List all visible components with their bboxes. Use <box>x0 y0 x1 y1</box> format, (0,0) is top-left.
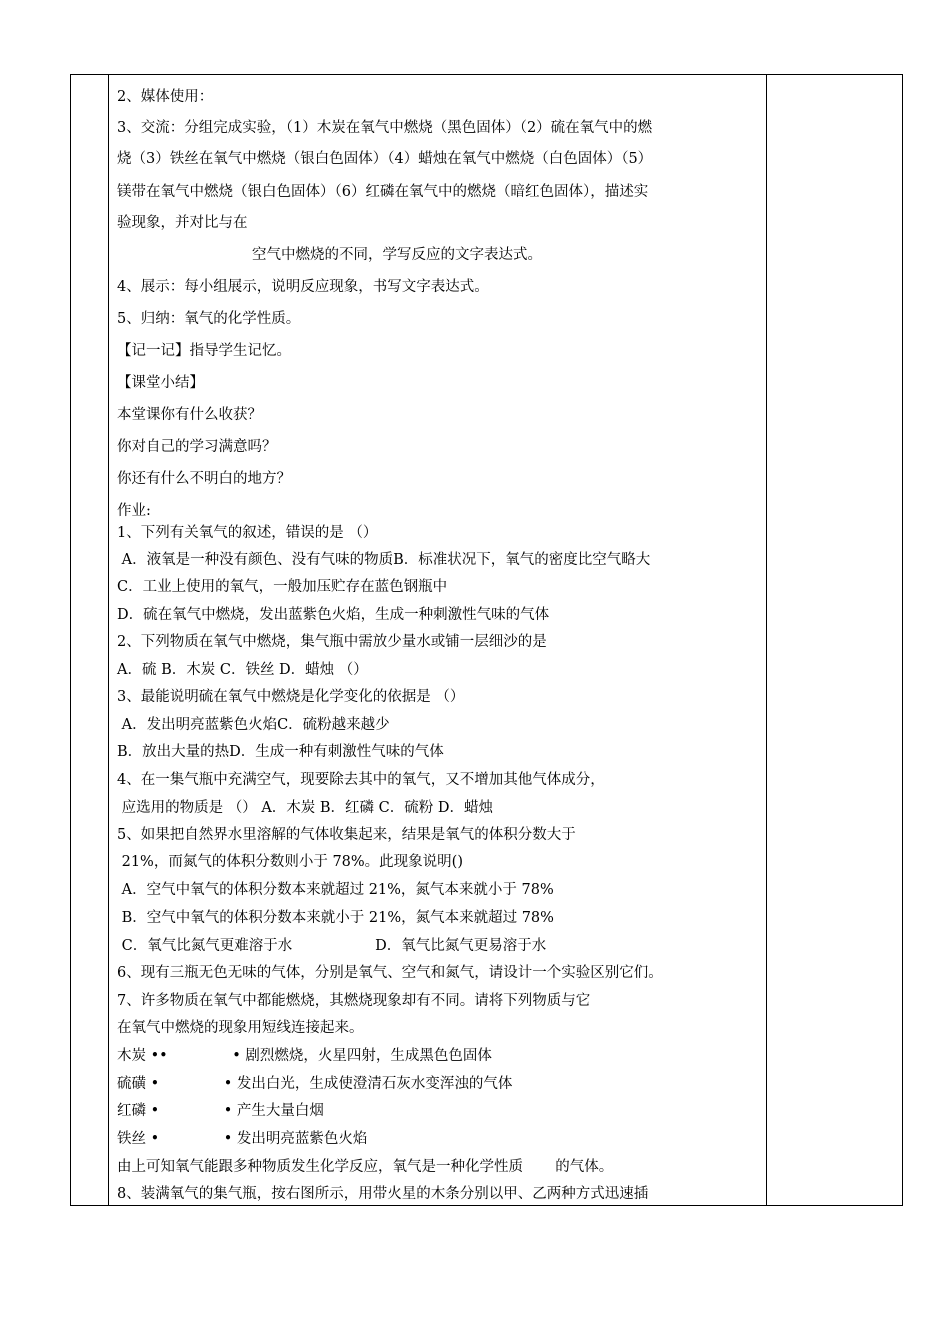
question-3-options-ac: A．发出明亮蓝紫色火焰C．硫粉越来越少 <box>117 717 390 733</box>
question-1-option-d: D．硫在氧气中燃烧，发出蓝紫色火焰，生成一种刺激性气味的气体 <box>117 607 550 623</box>
question-2-options: A．硫 B．木炭 C．铁丝 D．蜡烛 （） <box>117 662 368 678</box>
text-line-memorize: 【记一记】指导学生记忆。 <box>117 343 291 359</box>
question-6-stem: 6、现有三瓶无色无味的气体，分别是氧气、空气和氮气，请设计一个实验区别它们。 <box>117 965 663 981</box>
question-5-options-cd: C．氧气比氮气更难溶于水 D．氧气比氮气更易溶于水 <box>117 938 547 954</box>
question-5-stem-cont: 21%，而氮气的体积分数则小于 78%。此现象说明() <box>117 854 463 870</box>
match-row-iron-wire: 铁丝 • • 发出明亮蓝紫色火焰 <box>117 1131 368 1147</box>
question-3-options-bd: B．放出大量的热D．生成一种有刺激性气味的气体 <box>117 744 444 760</box>
question-8-stem: 8、装满氧气的集气瓶，按右图所示，用带火星的木条分别以甲、乙两种方式迅速插 <box>117 1186 649 1202</box>
match-row-red-phosphorus: 红磷 • • 产生大量白烟 <box>117 1103 324 1119</box>
text-line-question-satisfied: 你对自己的学习满意吗？ <box>117 439 277 455</box>
question-2-stem: 2、下列物质在氧气中燃烧，集气瓶中需放少量水或铺一层细沙的是 <box>117 634 547 650</box>
question-1-option-c: C．工业上使用的氧气，一般加压贮存在蓝色钢瓶中 <box>117 579 448 595</box>
text-line-exchange-5: 空气中燃烧的不同，学写反应的文字表达式。 <box>252 247 542 263</box>
question-1-options-ab: A．液氧是一种没有颜色、没有气味的物质B．标准状况下，氧气的密度比空气略大 <box>117 552 651 568</box>
question-5-option-a: A．空气中氧气的体积分数本来就超过 21%，氮气本来就小于 78% <box>117 882 554 898</box>
text-line-exchange-1: 3、交流：分组完成实验，（1）木炭在氧气中燃烧（黑色固体）（2）硫在氧气中的燃 <box>117 120 653 136</box>
question-1-stem: 1、下列有关氧气的叙述，错误的是 （） <box>117 525 378 541</box>
text-line-exchange-2: 烧（3）铁丝在氧气中燃烧（银白色固体）（4）蜡烛在氧气中燃烧（白色固体）（5） <box>117 151 653 167</box>
column-divider-right <box>766 75 767 1205</box>
text-line-exchange-4: 验现象，并对比与在 <box>117 215 248 231</box>
question-3-stem: 3、最能说明硫在氧气中燃烧是化学变化的依据是 （） <box>117 689 465 705</box>
question-5-option-b: B．空气中氧气的体积分数本来就小于 21%，氮气本来就超过 78% <box>117 910 554 926</box>
text-line-exchange-3: 镁带在氧气中燃烧（银白色固体）（6）红磷在氧气中的燃烧（暗红色固体），描述实 <box>117 184 649 200</box>
text-line-media: 2、媒体使用： <box>117 89 214 105</box>
match-row-charcoal: 木炭 •• • 剧烈燃烧，火星四射，生成黑色色固体 <box>117 1048 492 1064</box>
question-4-stem: 4、在一集气瓶中充满空气，现要除去其中的氧气，又不增加其他气体成分， <box>117 772 605 788</box>
text-line-question-gain: 本堂课你有什么收获？ <box>117 407 262 423</box>
question-7-conclusion: 由上可知氧气能跟多种物质发生化学反应，氧气是一种化学性质 的气体。 <box>117 1159 614 1175</box>
text-line-class-summary-heading: 【课堂小结】 <box>117 375 204 391</box>
text-line-question-unclear: 你还有什么不明白的地方？ <box>117 471 291 487</box>
question-4-options: 应选用的物质是 （） A．木炭 B．红磷 C．硫粉 D．蜡烛 <box>117 800 493 816</box>
match-row-sulfur: 硫磺 • • 发出白光，生成使澄清石灰水变浑浊的气体 <box>117 1076 513 1092</box>
question-7-stem-cont: 在氧气中燃烧的现象用短线连接起来。 <box>117 1020 364 1036</box>
column-divider-left <box>108 75 109 1205</box>
question-7-stem: 7、许多物质在氧气中都能燃烧，其燃烧现象却有不同。请将下列物质与它 <box>117 993 591 1009</box>
text-line-homework-heading: 作业: <box>117 503 151 519</box>
question-5-stem: 5、如果把自然界水里溶解的气体收集起来，结果是氧气的体积分数大于 <box>117 827 576 843</box>
text-line-summary: 5、归纳：氧气的化学性质。 <box>117 311 301 327</box>
text-line-display: 4、展示：每小组展示，说明反应现象，书写文字表达式。 <box>117 279 489 295</box>
